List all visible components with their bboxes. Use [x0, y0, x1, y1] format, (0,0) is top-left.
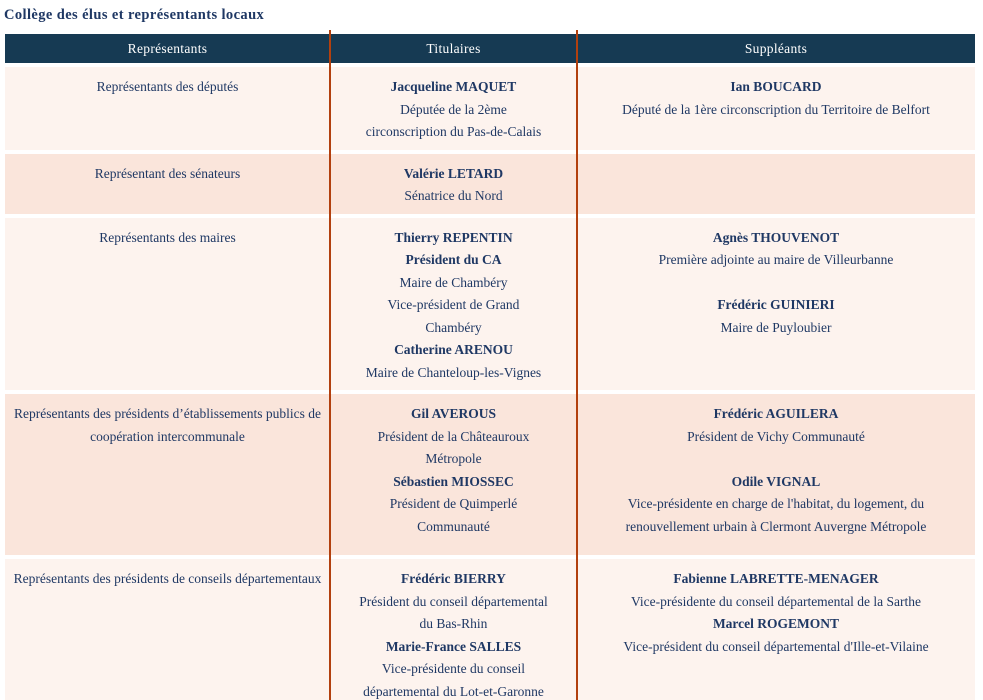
cell-representants [5, 154, 330, 214]
person-role: Députée de la 2ème [400, 101, 507, 117]
person-name: Valérie LETARD [403, 165, 504, 181]
person-role: Vice-présidente en charge de l'habitat, du logement, du [627, 496, 925, 511]
row-label: Représentants des députés [96, 79, 239, 94]
person-role: Sénatrice du Nord [404, 188, 503, 203]
column-divider-2 [576, 30, 578, 700]
person-name: Frédéric GUINIERI [717, 297, 835, 312]
column-divider-1 [329, 30, 331, 700]
cell-titulaires [330, 218, 577, 391]
cell-suppleants [577, 559, 975, 700]
person-name: Sébastien MIOSSEC [393, 473, 514, 489]
person-name: Président du CA [405, 252, 502, 267]
person-role: Vice-présidente du conseil départemental de la Sarthe [630, 593, 922, 609]
person-role: Président du conseil départemental [359, 593, 548, 609]
cell-suppleants [577, 394, 975, 555]
cell-suppleants [577, 67, 975, 150]
person-role: Métropole [425, 451, 482, 466]
person-name: Jacqueline MAQUET [390, 79, 517, 94]
row-label: Représentant des sénateurs [94, 165, 241, 181]
person-role: Maire de Chanteloup-les-Vignes [365, 364, 542, 380]
person-name: Gil AVEROUS [411, 406, 496, 421]
table-row [5, 559, 975, 700]
person-role: Président de Quimperlé [389, 496, 518, 511]
cell-representants [5, 559, 330, 700]
person-name: Frédéric AGUILERA [713, 406, 839, 421]
spacer [585, 272, 967, 295]
person-name: Thierry REPENTIN [394, 229, 513, 245]
person-name: Catherine ARENOU [394, 342, 513, 357]
table-header [5, 34, 975, 63]
cell-representants [5, 67, 330, 150]
cell-suppleants [577, 218, 975, 391]
cell-titulaires [330, 394, 577, 555]
table-row [5, 67, 975, 150]
person-name: Marcel ROGEMONT [712, 616, 840, 631]
person-role: Première adjointe au maire de Villeurbanne [658, 252, 894, 267]
table-row [5, 154, 975, 214]
table-row [5, 394, 975, 555]
person-role: départemental du Lot-et-Garonne [363, 683, 544, 699]
cell-representants [5, 394, 330, 555]
person-name: Frédéric BIERRY [401, 571, 506, 586]
representatives-table-wrapper [5, 30, 975, 700]
person-role: Maire de Puyloubier [720, 319, 832, 335]
person-role: Maire de Chambéry [399, 274, 508, 290]
person-role: Vice-président de Grand [387, 297, 520, 312]
column-header-suppleants: Suppléants [577, 34, 975, 63]
person-role: Président de la Châteauroux [377, 428, 530, 444]
person-role: Député de la 1ère circonscription du Territoire de Belfort [622, 101, 930, 117]
page-title: Collège des élus et représentants locaux [4, 7, 265, 23]
column-header-representants: Représentants [5, 34, 330, 63]
row-label: Représentants des présidents de conseils départementaux [13, 571, 322, 586]
row-label: Représentants des maires [99, 229, 236, 245]
header-row [5, 34, 975, 63]
cell-titulaires [330, 67, 577, 150]
representatives-table [5, 30, 975, 700]
table-body [5, 67, 975, 700]
person-role: Vice-président du conseil départemental d'Ille-et-Vilaine [623, 638, 929, 654]
person-role: renouvellement urbain à Clermont Auvergne Métropole [625, 518, 927, 534]
person-name: Agnès THOUVENOT [712, 229, 840, 245]
person-role: Vice-présidente du conseil [381, 661, 526, 676]
cell-titulaires [330, 559, 577, 700]
person-role: Chambéry [425, 319, 482, 335]
person-role: Communauté [417, 518, 490, 534]
table-row [5, 218, 975, 391]
spacer [585, 448, 967, 471]
person-role: Président de Vichy Communauté [687, 428, 865, 444]
person-name: Marie-France SALLES [385, 638, 522, 654]
cell-titulaires [330, 154, 577, 214]
cell-representants [5, 218, 330, 391]
cell-suppleants [577, 154, 975, 214]
person-role: du Bas-Rhin [419, 616, 488, 631]
person-name: Fabienne LABRETTE-MENAGER [673, 571, 879, 586]
person-name: Odile VIGNAL [731, 473, 821, 489]
column-header-titulaires: Titulaires [330, 34, 577, 63]
person-name: Ian BOUCARD [730, 79, 822, 94]
person-role: circonscription du Pas-de-Calais [365, 124, 542, 139]
row-label: Représentants des présidents d’établissements publics de coopération intercommunale [13, 406, 322, 444]
